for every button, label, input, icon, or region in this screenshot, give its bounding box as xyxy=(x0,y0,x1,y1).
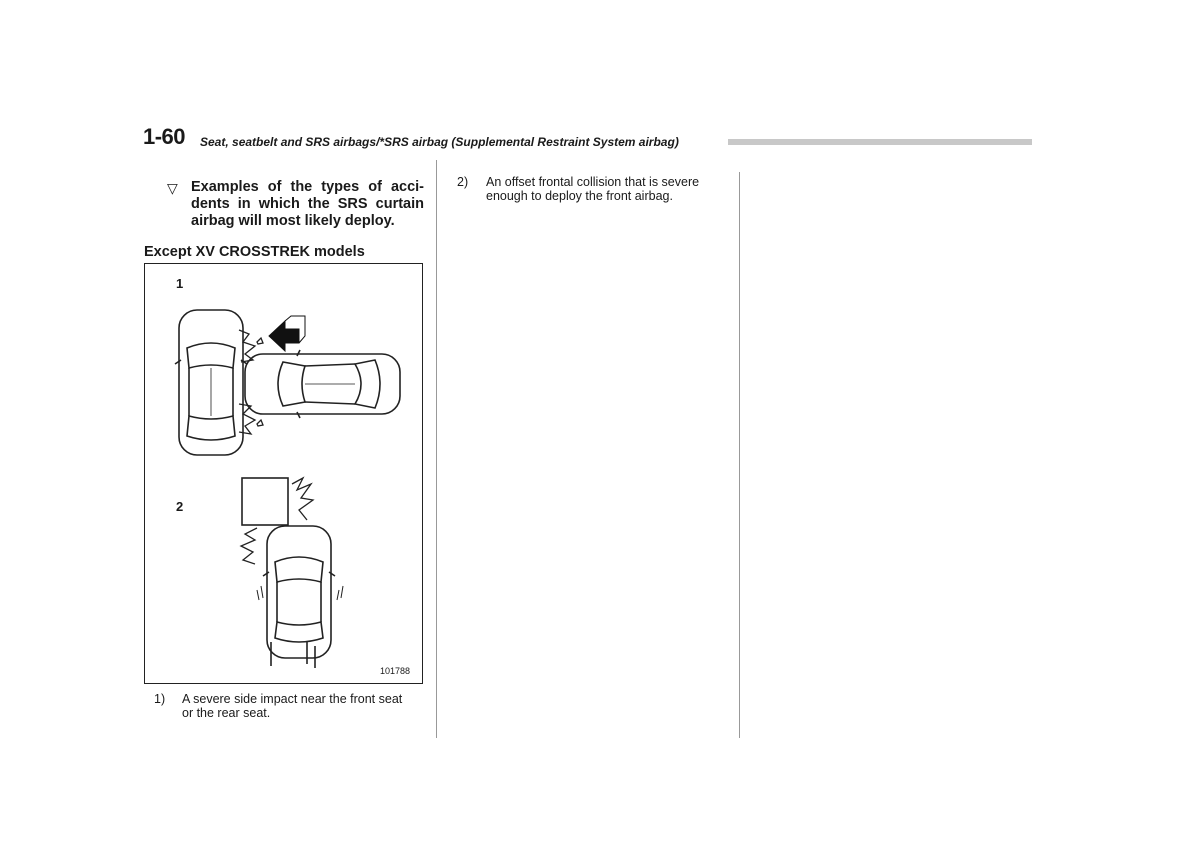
figure-label-2: 2 xyxy=(176,499,184,514)
list-item-number: 1) xyxy=(154,692,166,706)
heading-line: Examples of the types of acci- xyxy=(191,179,424,195)
vertical-car-icon xyxy=(175,310,247,455)
list-item-line: An offset frontal collision that is severe xyxy=(486,175,700,189)
frontal-car-icon xyxy=(257,526,343,668)
column-divider-right xyxy=(739,172,740,738)
impact-burst-icon xyxy=(241,478,313,564)
subheading: Except XV CROSSTREK models xyxy=(144,244,365,260)
list-item-line: or the rear seat. xyxy=(182,706,271,720)
column-divider-left xyxy=(436,160,437,738)
side-impact-illustration xyxy=(145,264,422,683)
heading-line: airbag will most likely deploy. xyxy=(191,213,395,229)
heading-line: dents in which the SRS curtain xyxy=(191,196,424,212)
figure-label-1: 1 xyxy=(176,276,184,291)
list-item-text xyxy=(182,692,428,720)
list-item-line: A severe side impact near the front seat xyxy=(182,692,403,706)
impact-direction-arrow-icon xyxy=(269,316,305,351)
list-item-line: enough to deploy the front airbag. xyxy=(486,189,673,203)
section-title: Seat, seatbelt and SRS airbags/*SRS airbag (Supplemental Restraint System airbag) xyxy=(200,135,679,149)
illustration-figure xyxy=(144,263,423,684)
section-heading xyxy=(191,179,424,230)
list-item-text xyxy=(486,175,732,203)
figure-code: 101788 xyxy=(380,666,411,676)
heading-marker-icon: ▽ xyxy=(167,180,178,196)
page-number: 1-60 xyxy=(143,124,186,149)
wall-obstacle-icon xyxy=(242,478,288,525)
list-item-number: 2) xyxy=(457,175,469,189)
horizontal-car-icon xyxy=(245,350,400,418)
